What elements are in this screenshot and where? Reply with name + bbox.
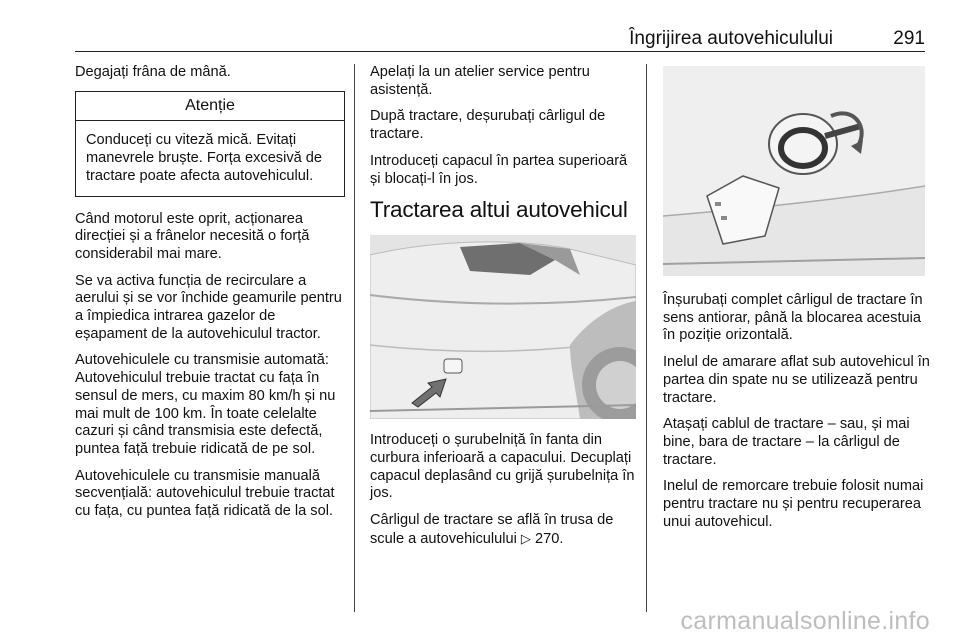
rear-bumper-illustration (370, 235, 636, 419)
paragraph: Autovehiculele cu transmisie manuală secvențială: autovehiculul trebuie tractat cu fața, cu puntea față ridicată de la sol. (75, 467, 335, 520)
rear-bumper-drawing (370, 235, 636, 419)
paragraph: Introduceți o șurubelniță în fanta din curbura inferioară a capacului. Decuplați capacul deplasând cu grijă șurubelnița în jos. (370, 432, 635, 502)
paragraph: Apelați la un atelier service pentru asistență. (370, 64, 590, 98)
column-1 (75, 64, 345, 530)
paragraph: Se va activa funcția de recirculare a aerului și se vor închide geamurile pentru a împiedica intrarea gazelor de eșapament de la autovehiculul tractor. (75, 272, 342, 342)
section-heading: Tractarea altui autovehicul (370, 197, 628, 223)
paragraph: Inelul de remorcare trebuie folosit numai pentru tractare nu și pentru recuperarea unui autovehicul. (663, 478, 924, 530)
column-2 (370, 64, 636, 557)
towing-eye-drawing (663, 66, 925, 276)
warning-box (75, 91, 345, 197)
paragraph: Înșurubați complet cârligul de tractare în sens antiorar, până la blocarea acestuia în poziție orizontală. (663, 292, 923, 344)
towing-eye-illustration (663, 66, 925, 276)
page-number: 291 (893, 28, 925, 49)
reference-arrow-icon: ▷ (520, 530, 531, 546)
paragraph: Autovehiculele cu transmisie automată: Autovehiculul trebuie tractat cu fața în sensul de mers, cu maxim 80 km/h și nu mai mult de 100 km. În toate celelalte cazuri și când transmisia este defectă, puntea față trebuie ridicată de pe sol. (75, 352, 336, 457)
warning-title: Atenție (76, 92, 344, 122)
column-3 (663, 292, 933, 540)
paragraph-text: Cârligul de tractare se află în trusa de scule a autovehiculului (370, 512, 614, 547)
column-divider (354, 64, 355, 612)
paragraph: După tractare, deșurubați cârligul de tractare. (370, 108, 606, 143)
column-divider (646, 64, 647, 612)
paragraph: Atașați cablul de tractare – sau, și mai bine, bara de tractare – la cârligul de tractare. (663, 416, 910, 468)
paragraph: Degajați frâna de mână. (75, 64, 231, 80)
page-reference[interactable]: 270. (534, 530, 564, 547)
section-title: Îngrijirea autovehiculului (629, 28, 833, 49)
paragraph: Inelul de amarare aflat sub autovehicul în partea din spate nu se utilizează pentru tractare. (663, 354, 930, 406)
paragraph: Introduceți capacul în partea superioară și blocați-l în jos. (370, 152, 628, 187)
page-header (75, 25, 925, 52)
paragraph (370, 512, 636, 548)
warning-body: Conduceți cu viteză mică. Evitați manevrele bruște. Forța excesivă de tractare poate afecta autovehiculul. (86, 132, 323, 184)
paragraph: Când motorul este oprit, acționarea direcției și a frânelor necesită o forță considerabil mai mare. (75, 210, 310, 262)
watermark: carmanualsonline.info (680, 607, 930, 635)
